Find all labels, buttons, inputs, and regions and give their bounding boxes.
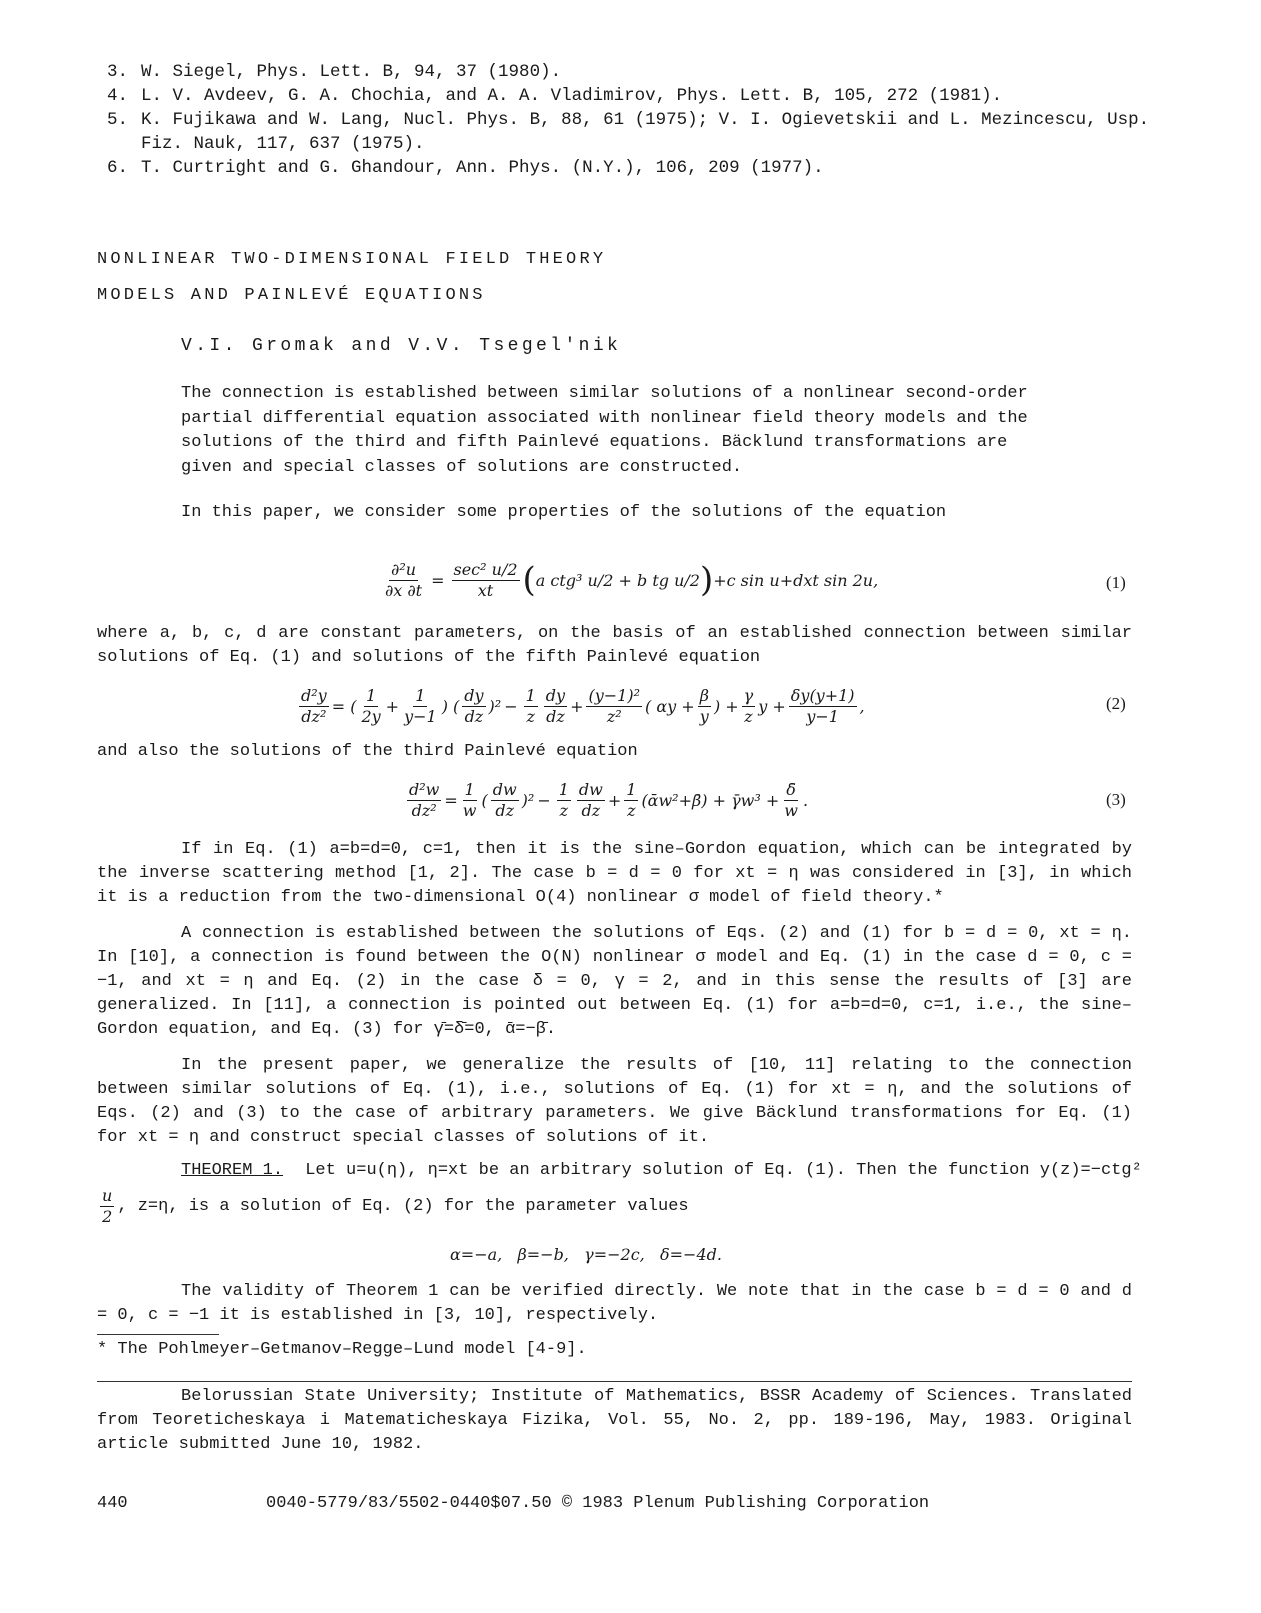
paper-title-line-1: NONLINEAR TWO-DIMENSIONAL FIELD THEORY	[97, 250, 607, 269]
paragraph-validity: The validity of Theorem 1 can be verified directly. We note that in the case b = d = 0 and d = 0, c = −1 it is established in [3, 10], respectively.	[97, 1282, 1132, 1325]
reference-number: 5.	[107, 110, 129, 130]
reference-item	[107, 60, 1149, 84]
paragraph-sine-gordon: If in Eq. (1) a=b=d=0, c=1, then it is the sine–Gordon equation, which can be integrated by the inverse scattering method [1, 2]. The case b = d = 0 for xt = η was considered in [3], in which it is a reduction from the two-dimensional O(4) nonlinear σ model of field theory.*	[97, 840, 1132, 907]
theorem-text: Let u=u(η), η=xt be an arbitrary solution of Eq. (1). Then the function y(z)=−ctg²	[305, 1161, 1142, 1180]
footnote-divider	[97, 1334, 219, 1335]
abstract-line: partial differential equation associated with nonlinear field theory models and the	[181, 408, 1028, 428]
reference-number: 3.	[107, 62, 129, 82]
affiliation-note: Belorussian State University; Institute of Mathematics, BSSR Academy of Sciences. Translated from Teoreticheskaya i Matematicheskaya Fizika, Vol. 55, No. 2, pp. 189-196, May, 1983. Original article submitted June 10, 1982.	[97, 1387, 1132, 1454]
paragraph-present: In the present paper, we generalize the results of [10, 11] relating to the connection between similar solutions of Eq. (1), i.e., solutions of Eq. (1) for xt = η, and the solutions of Eqs. (2) and (3) to the case of arbitrary parameters. We give Bäcklund transformations for Eq. (1) for xt = η and construct special classes of solutions of it.	[97, 1056, 1132, 1147]
page-number: 440	[97, 1494, 128, 1513]
reference-text: K. Fujikawa and W. Lang, Nucl. Phys. B, 88, 61 (1975); V. I. Ogievetskii and L. Mezincescu, Usp.	[141, 110, 1150, 130]
reference-text: L. V. Avdeev, G. A. Chochia, and A. A. Vladimirov, Phys. Lett. B, 105, 272 (1981).	[141, 86, 1003, 106]
reference-item	[107, 108, 1149, 132]
abstract	[181, 382, 1028, 480]
theorem-text-continued: , z=η, is a solution of Eq. (2) for the parameter values	[117, 1197, 689, 1216]
reference-text: W. Siegel, Phys. Lett. B, 94, 37 (1980).	[141, 62, 562, 82]
equation-2: $\frac{\text{d²y}}{\text{dz²}}$ = ( $\frac{1}{2y}$ + $\frac{1}{y-1}$ ) ( $\frac{dy}{dz}$ )² − $\frac{1}{z}$ $\frac{dy}{dz}$ + $\frac{\text{(y−1)²}}{\text{z²}}$ ( αy + $\frac{\beta}{y}$ ) + $\frac{\gamma}{z}$ y + $\frac{\delta y(y+1)}{y-1}$ ,	[301, 685, 865, 726]
paper-authors: V.I. Gromak and V.V. Tsegel'nik	[181, 336, 622, 356]
reference-number: 4.	[107, 86, 129, 106]
reference-text-continuation: Fiz. Nauk, 117, 637 (1975).	[141, 134, 425, 154]
footnote: * The Pohlmeyer–Getmanov–Regge–Lund model [4-9].	[97, 1340, 587, 1359]
theorem-1-line-2	[97, 1186, 689, 1227]
equation-1: $\frac{\text{∂²u}}{\partial x \partial t}$ = $\frac{\text{sec² u/2}}{xt}$ ( a ctg³ u/2 + b tg u/2 ) +c sin u+dxt sin 2u,	[385, 559, 879, 600]
reference-item	[107, 156, 1149, 180]
copyright-line: 0040-5779/83/5502-0440$07.50 © 1983 Plenum Publishing Corporation	[266, 1494, 930, 1513]
abstract-line: solutions of the third and fifth Painlevé equations. Bäcklund transformations are	[181, 433, 1008, 452]
equation-number-3: (3)	[1106, 790, 1126, 809]
equation-number-2: (2)	[1106, 694, 1126, 713]
paragraph-connection: A connection is established between the solutions of Eqs. (2) and (1) for b = d = 0, xt = η. In [10], a connection is found between the O(N) nonlinear σ model and Eq. (1) in the case d = 0, c = −1, and xt = η and Eq. (2) in the case δ = 0, γ = 2, and in this sense the results of [3] are generalized. In [11], a connection is pointed out between Eq. (1) for a=b=d=0, c=1, i.e., the sine–Gordon equation, and Eq. (3) for γ̄=δ̄=0, ᾱ=−β̄.	[97, 924, 1132, 1039]
paper-title-line-2: MODELS AND PAINLEVÉ EQUATIONS	[97, 286, 486, 305]
affiliation-divider	[97, 1381, 1132, 1382]
intro-sentence: In this paper, we consider some properties of the solutions of the equation	[181, 503, 947, 522]
paragraph-also: and also the solutions of the third Painlevé equation	[97, 742, 638, 761]
reference-number: 6.	[107, 158, 129, 178]
abstract-line: given and special classes of solutions are constructed.	[181, 457, 743, 477]
parameter-values: α=−a, β=−b, γ=−2c, δ=−4d.	[450, 1245, 722, 1264]
eq1-sec-fraction: $\frac{\text{sec² u/2}}{xt}$	[453, 559, 518, 600]
equation-number-1: (1)	[1106, 573, 1126, 592]
reference-text: T. Curtright and G. Ghandour, Ann. Phys. (N.Y.), 106, 209 (1977).	[141, 158, 824, 178]
paragraph-where: where a, b, c, d are constant parameters, on the basis of an established connection between similar solutions of Eq. (1) and solutions of the fifth Painlevé equation	[97, 624, 1132, 667]
eq1-paren-content: a ctg³ u/2 + b tg u/2	[535, 570, 700, 590]
theorem-1-line	[181, 1161, 1142, 1180]
eq1-tail: +c sin u+dxt sin 2u,	[713, 570, 879, 590]
abstract-line: The connection is established between similar solutions of a nonlinear second-order	[181, 384, 1028, 403]
equation-3: $\frac{\text{d²w}}{\text{dz²}}$ = $\frac{1}{w}$ ( $\frac{dw}{dz}$ )² − $\frac{1}{z}$ $\frac{dw}{dz}$ + $\frac{1}{z}$ (ᾱw²+β̄) + γ̄w³ + $\frac{\deltā}{w}$ .	[409, 779, 809, 820]
theorem-label: THEOREM 1.	[181, 1161, 284, 1180]
theorem-fraction: $\frac{u}{2}$	[102, 1186, 113, 1226]
eq1-lhs: $\frac{\text{∂²u}}{\partial x \partial t}$	[385, 559, 423, 600]
reference-item	[107, 84, 1149, 108]
reference-list	[107, 60, 1149, 180]
